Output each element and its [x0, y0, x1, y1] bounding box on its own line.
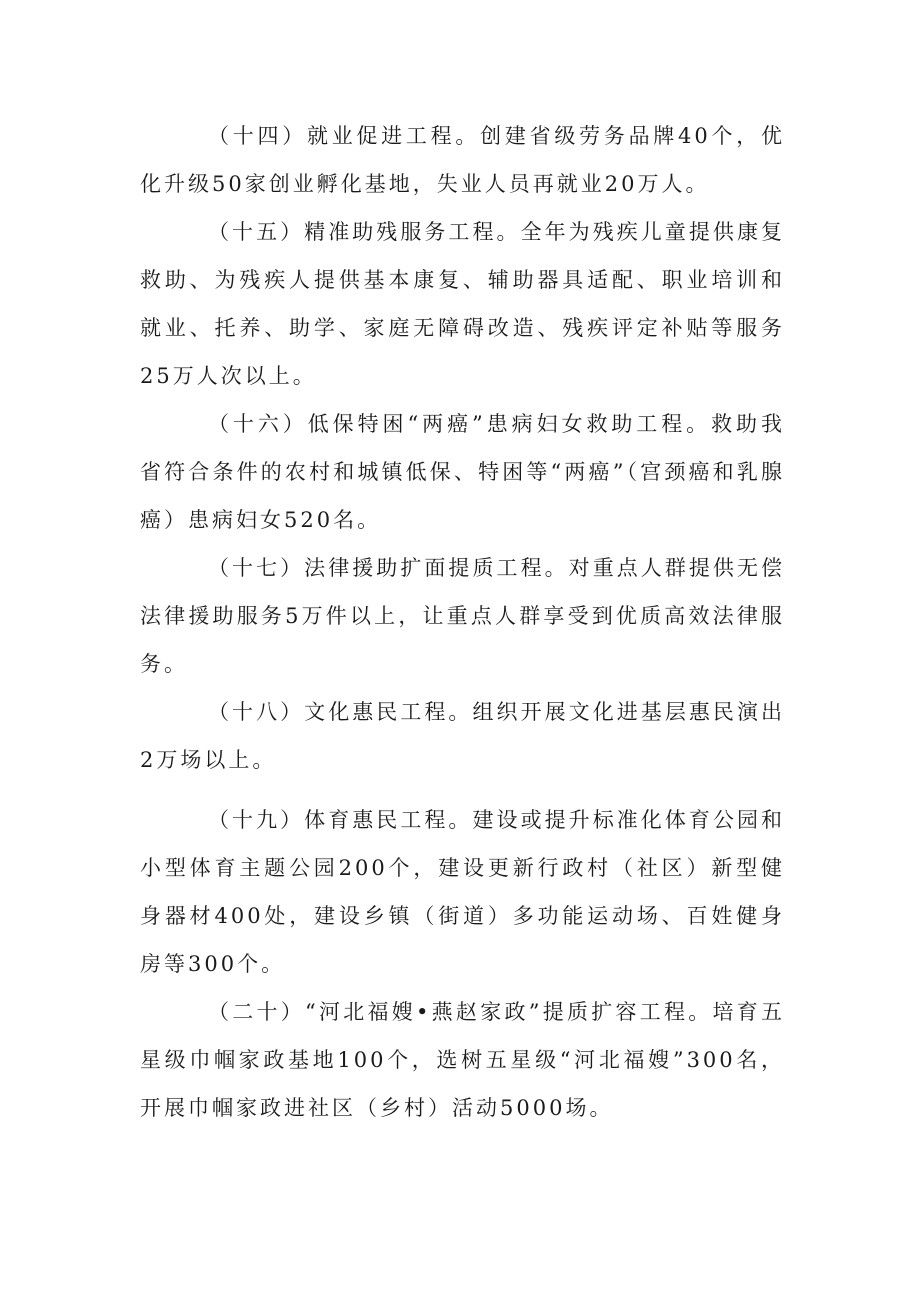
paragraph-housekeeping: （二十）“河北福嫂•燕赵家政”提质扩容工程。培育五星级巾帼家政基地100个，选树五星级“河北福嫂”300名，开展巾帼家政进社区（乡村）活动5000场。 [140, 1000, 785, 1120]
paragraph-employment: （十四）就业促进工程。创建省级劳务品牌40个，优化升级50家创业孵化基地，失业人员再就业20万人。 [140, 124, 785, 196]
paragraph-culture: （十八）文化惠民工程。组织开展文化进基层惠民演出2万场以上。 [140, 700, 785, 772]
paragraph-women-cancer-aid: （十六）低保特困“两癌”患病妇女救助工程。救助我省符合条件的农村和城镇低保、特困等“两癌”（宫颈癌和乳腺癌）患病妇女520名。 [140, 412, 785, 532]
paragraph-disability-services: （十五）精准助残服务工程。全年为残疾儿童提供康复救助、为残疾人提供基本康复、辅助器具适配、职业培训和就业、托养、助学、家庭无障碍改造、残疾评定补贴等服务25万人次以上。 [140, 220, 785, 388]
document-body [140, 112, 785, 1132]
paragraph-sports: （十九）体育惠民工程。建设或提升标准化体育公园和小型体育主题公园200个，建设更新行政村（社区）新型健身器材400处，建设乡镇（街道）多功能运动场、百姓健身房等300个。 [140, 808, 785, 976]
paragraph-legal-aid: （十七）法律援助扩面提质工程。对重点人群提供无偿法律援助服务5万件以上，让重点人群享受到优质高效法律服务。 [140, 556, 785, 676]
